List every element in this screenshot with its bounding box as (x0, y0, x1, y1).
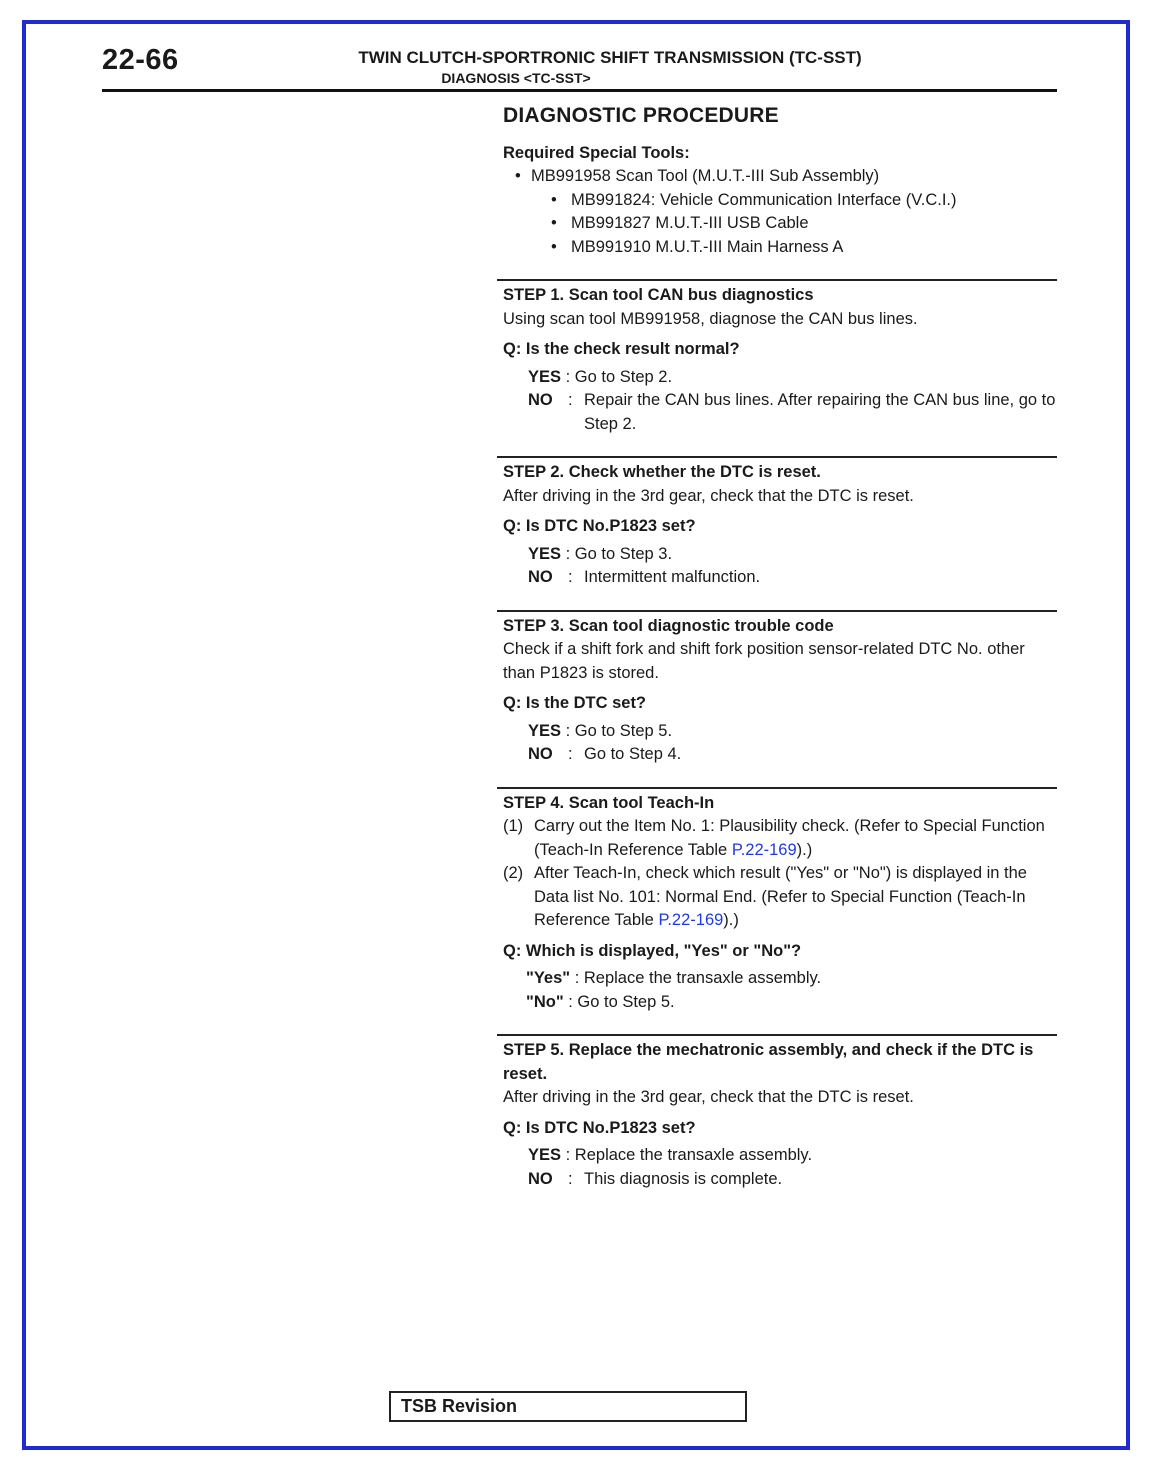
answer-yes: YES : Replace the transaxle assembly. (528, 1144, 1057, 1168)
step-question: Q: Which is displayed, "Yes" or "No"? (503, 941, 802, 960)
answer-key: YES (528, 1146, 562, 1164)
step-1 (497, 279, 1057, 436)
answer-key: YES (528, 544, 562, 563)
answer-text: Replace the transaxle assembly. (574, 1146, 813, 1164)
answer-no: NO : This diagnosis is complete. (528, 1168, 1057, 1192)
sub-tool-item: • MB991910 M.U.T.-III Main Harness A (503, 236, 1057, 260)
answer-text: Go to Step 2. (574, 367, 673, 386)
tools-heading: Required Special Tools: (503, 143, 690, 162)
item-number: (1) (503, 817, 524, 835)
procedure-content (497, 104, 1057, 1191)
answer-text: Replace the transaxle assembly. (583, 969, 822, 987)
answer-key: NO (528, 745, 553, 763)
sub-tool-item: • MB991827 M.U.T.-III USB Cable (503, 212, 1057, 236)
answer-key: YES (528, 721, 562, 740)
step-description: Using scan tool MB991958, diagnose the CAN bus lines. (503, 309, 918, 328)
step-2 (497, 456, 1057, 590)
reference-link[interactable]: P.22-169 (731, 840, 797, 859)
tsb-revision-box: TSB Revision (389, 1391, 747, 1422)
step-item (503, 815, 1057, 862)
step-title: STEP 2. Check whether the DTC is reset. (503, 463, 821, 481)
item-number: (2) (503, 864, 524, 882)
step-question: Q: Is DTC No.P1823 set? (503, 517, 696, 535)
step-5 (497, 1034, 1057, 1191)
sub-tool-item: • MB991824: Vehicle Communication Interface (V.C.I.) (503, 189, 1057, 213)
answer-text: Go to Step 3. (574, 544, 673, 563)
reference-link[interactable]: P.22-169 (658, 911, 724, 929)
tool-item: • MB991958 Scan Tool (M.U.T.-III Sub Assembly) (503, 165, 1057, 189)
manual-subtitle: DIAGNOSIS <TC-SST> (441, 70, 591, 86)
item-text: Carry out the Item No. 1: Plausibility check. (Refer to Special Function (Teach-In Reference Table (534, 817, 1045, 859)
step-4 (497, 787, 1057, 1015)
answer-text: Intermittent malfunction. (584, 568, 761, 586)
answer-key: NO (528, 568, 553, 586)
answer-yes: YES : Go to Step 2. (528, 366, 1057, 390)
answer-yes: "Yes" : Replace the transaxle assembly. (526, 967, 1057, 991)
step-description: Check if a shift fork and shift fork position sensor-related DTC No. other than P1823 is stored. (503, 640, 1025, 682)
answer-text: Go to Step 4. (584, 745, 682, 763)
answer-text: This diagnosis is complete. (584, 1169, 783, 1188)
step-3 (497, 610, 1057, 767)
answer-no: NO : Go to Step 4. (528, 743, 1057, 767)
step-title: STEP 4. Scan tool Teach-In (503, 793, 715, 812)
step-item (503, 862, 1057, 933)
answer-key: NO (528, 1169, 553, 1188)
answer-no: "No" : Go to Step 5. (526, 991, 1057, 1015)
step-description: After driving in the 3rd gear, check that the DTC is reset. (503, 1088, 914, 1106)
answer-key: "Yes" (526, 969, 571, 987)
answer-key: YES (528, 367, 562, 386)
answer-yes: YES : Go to Step 3. (528, 543, 1057, 567)
step-title: STEP 5. Replace the mechatronic assembly, and check if the DTC is reset. (503, 1041, 1034, 1083)
tools-list (497, 165, 1057, 259)
answer-no: NO : Intermittent malfunction. (528, 566, 1057, 590)
manual-title: TWIN CLUTCH-SPORTRONIC SHIFT TRANSMISSION (TC-SST) (358, 48, 862, 67)
item-text-end: ).) (796, 840, 813, 859)
answer-text: Go to Step 5. (577, 992, 675, 1011)
step-question: Q: Is DTC No.P1823 set? (503, 1118, 696, 1137)
page-number: 22-66 (102, 44, 179, 76)
answer-text: Go to Step 5. (574, 721, 673, 740)
item-text-end: ).) (723, 911, 739, 929)
section-title: DIAGNOSTIC PROCEDURE (503, 104, 779, 127)
answer-text: Repair the CAN bus lines. After repairing the CAN bus line, go to Step 2. (584, 391, 1056, 433)
answer-yes: YES : Go to Step 5. (528, 720, 1057, 744)
answer-no: NO : Repair the CAN bus lines. After repairing the CAN bus line, go to Step 2. (528, 389, 1057, 436)
step-title: STEP 1. Scan tool CAN bus diagnostics (503, 286, 814, 304)
step-title: STEP 3. Scan tool diagnostic trouble code (503, 616, 834, 635)
step-question: Q: Is the DTC set? (503, 694, 647, 712)
step-description: After driving in the 3rd gear, check that the DTC is reset. (503, 486, 914, 505)
answer-key: "No" (526, 992, 564, 1011)
step-question: Q: Is the check result normal? (503, 340, 740, 358)
answer-key: NO (528, 391, 553, 409)
header-rule (102, 89, 1057, 92)
item-text: After Teach-In, check which result ("Yes" or "No") is displayed in the Data list No. 101: Normal End. (Refer to Special Function (Teach-In Reference Table (534, 864, 1027, 929)
